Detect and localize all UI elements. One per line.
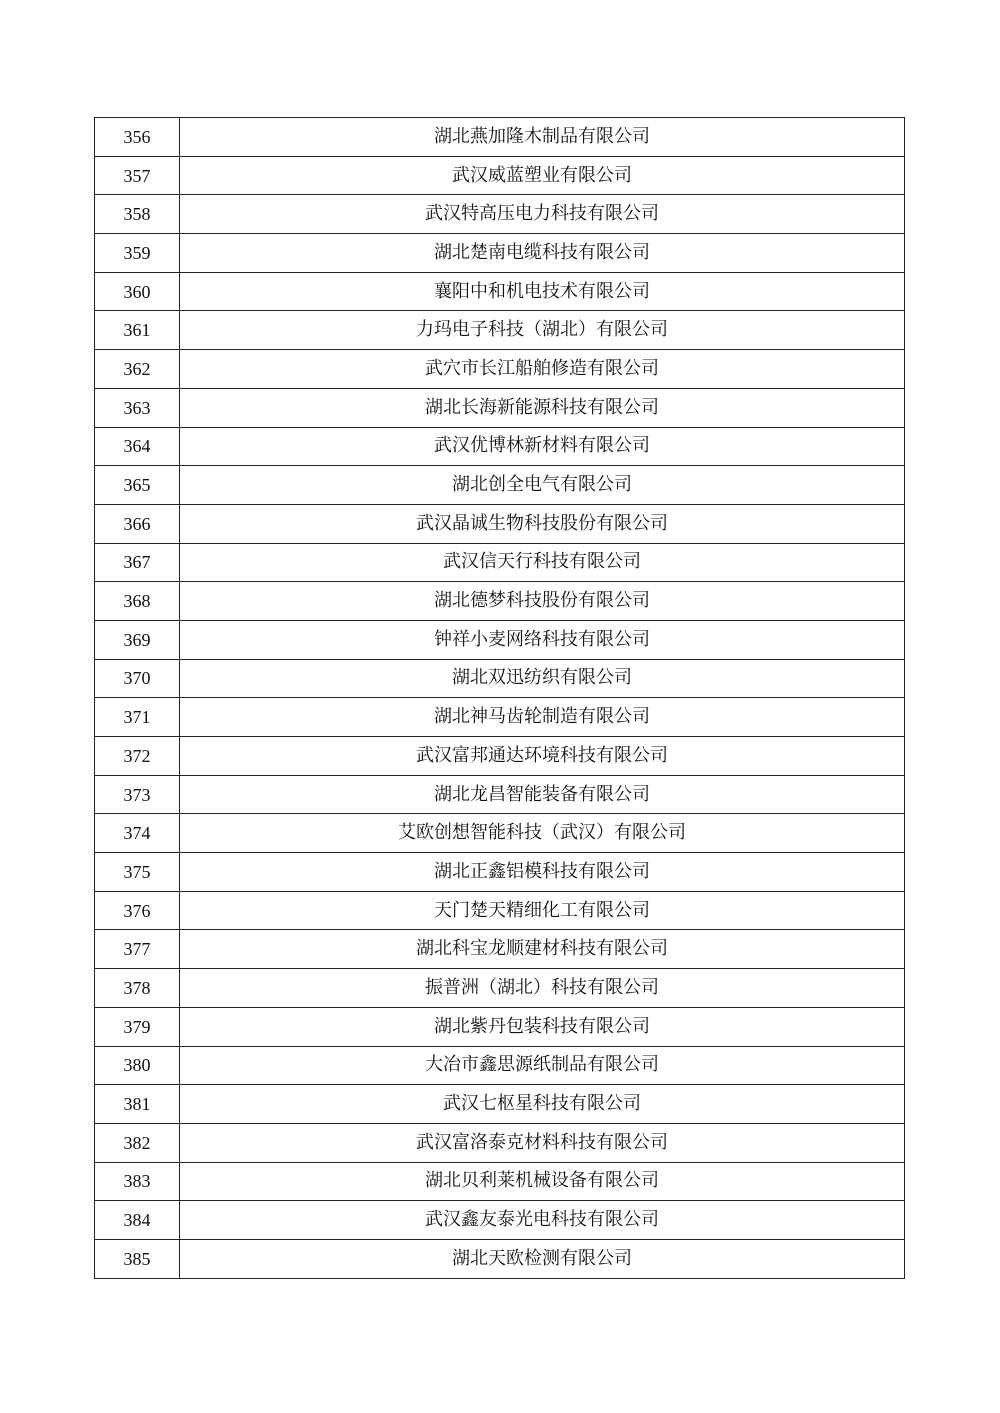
table-row — [95, 156, 905, 195]
row-number-cell: 364 — [95, 427, 180, 466]
table-body — [95, 118, 905, 1279]
company-name-cell: 天门楚天精细化工有限公司 — [180, 891, 905, 930]
row-number-cell: 362 — [95, 350, 180, 389]
table-row — [95, 1046, 905, 1085]
row-number-cell: 370 — [95, 659, 180, 698]
row-number-cell: 378 — [95, 969, 180, 1008]
row-number-cell: 383 — [95, 1162, 180, 1201]
row-number-cell: 366 — [95, 504, 180, 543]
company-name-cell: 湖北双迅纺织有限公司 — [180, 659, 905, 698]
company-name-cell: 钟祥小麦网络科技有限公司 — [180, 620, 905, 659]
company-name-cell: 湖北天欧检测有限公司 — [180, 1239, 905, 1278]
row-number-cell: 375 — [95, 853, 180, 892]
company-name-cell: 襄阳中和机电技术有限公司 — [180, 272, 905, 311]
table-row — [95, 118, 905, 157]
company-name-cell: 湖北创全电气有限公司 — [180, 466, 905, 505]
company-name-cell: 武汉七枢星科技有限公司 — [180, 1085, 905, 1124]
company-name-cell: 湖北神马齿轮制造有限公司 — [180, 698, 905, 737]
table-row — [95, 1239, 905, 1278]
company-name-cell: 湖北科宝龙顺建材科技有限公司 — [180, 930, 905, 969]
company-name-cell: 湖北正鑫铝模科技有限公司 — [180, 853, 905, 892]
row-number-cell: 377 — [95, 930, 180, 969]
table-row — [95, 466, 905, 505]
company-name-cell: 振普洲（湖北）科技有限公司 — [180, 969, 905, 1008]
table-row — [95, 582, 905, 621]
company-name-cell: 湖北贝利莱机械设备有限公司 — [180, 1162, 905, 1201]
table-row — [95, 969, 905, 1008]
table-row — [95, 195, 905, 234]
row-number-cell: 382 — [95, 1123, 180, 1162]
row-number-cell: 376 — [95, 891, 180, 930]
row-number-cell: 374 — [95, 814, 180, 853]
row-number-cell: 357 — [95, 156, 180, 195]
table-row — [95, 698, 905, 737]
table-row — [95, 1162, 905, 1201]
company-name-cell: 湖北楚南电缆科技有限公司 — [180, 234, 905, 273]
company-name-cell: 武汉晶诚生物科技股份有限公司 — [180, 504, 905, 543]
row-number-cell: 359 — [95, 234, 180, 273]
table-row — [95, 234, 905, 273]
table-row — [95, 620, 905, 659]
row-number-cell: 381 — [95, 1085, 180, 1124]
table-row — [95, 659, 905, 698]
table-row — [95, 427, 905, 466]
row-number-cell: 379 — [95, 1007, 180, 1046]
company-name-cell: 力玛电子科技（湖北）有限公司 — [180, 311, 905, 350]
table-row — [95, 814, 905, 853]
row-number-cell: 361 — [95, 311, 180, 350]
company-name-cell: 湖北龙昌智能装备有限公司 — [180, 775, 905, 814]
row-number-cell: 365 — [95, 466, 180, 505]
company-name-cell: 武穴市长江船舶修造有限公司 — [180, 350, 905, 389]
row-number-cell: 369 — [95, 620, 180, 659]
company-name-cell: 湖北德梦科技股份有限公司 — [180, 582, 905, 621]
company-name-cell: 武汉富邦通达环境科技有限公司 — [180, 737, 905, 776]
row-number-cell: 385 — [95, 1239, 180, 1278]
company-name-cell: 武汉鑫友泰光电科技有限公司 — [180, 1201, 905, 1240]
company-name-cell: 湖北长海新能源科技有限公司 — [180, 388, 905, 427]
company-name-cell: 大冶市鑫思源纸制品有限公司 — [180, 1046, 905, 1085]
row-number-cell: 356 — [95, 118, 180, 157]
row-number-cell: 358 — [95, 195, 180, 234]
table-row — [95, 388, 905, 427]
table-row — [95, 1007, 905, 1046]
row-number-cell: 371 — [95, 698, 180, 737]
table-row — [95, 853, 905, 892]
table-row — [95, 504, 905, 543]
row-number-cell: 367 — [95, 543, 180, 582]
row-number-cell: 360 — [95, 272, 180, 311]
table-row — [95, 891, 905, 930]
row-number-cell: 380 — [95, 1046, 180, 1085]
company-name-cell: 湖北燕加隆木制品有限公司 — [180, 118, 905, 157]
table-row — [95, 1085, 905, 1124]
company-name-cell: 武汉特高压电力科技有限公司 — [180, 195, 905, 234]
company-name-cell: 武汉信天行科技有限公司 — [180, 543, 905, 582]
table-row — [95, 930, 905, 969]
table-row — [95, 737, 905, 776]
company-name-cell: 艾欧创想智能科技（武汉）有限公司 — [180, 814, 905, 853]
table-row — [95, 543, 905, 582]
table-row — [95, 272, 905, 311]
row-number-cell: 372 — [95, 737, 180, 776]
table-row — [95, 1201, 905, 1240]
table-row — [95, 1123, 905, 1162]
company-name-cell: 武汉富洛泰克材料科技有限公司 — [180, 1123, 905, 1162]
table-row — [95, 311, 905, 350]
company-name-cell: 武汉威蓝塑业有限公司 — [180, 156, 905, 195]
company-name-cell: 武汉优博林新材料有限公司 — [180, 427, 905, 466]
row-number-cell: 363 — [95, 388, 180, 427]
row-number-cell: 373 — [95, 775, 180, 814]
table-row — [95, 350, 905, 389]
row-number-cell: 368 — [95, 582, 180, 621]
table-row — [95, 775, 905, 814]
row-number-cell: 384 — [95, 1201, 180, 1240]
company-list-table — [94, 117, 905, 1279]
company-name-cell: 湖北紫丹包装科技有限公司 — [180, 1007, 905, 1046]
